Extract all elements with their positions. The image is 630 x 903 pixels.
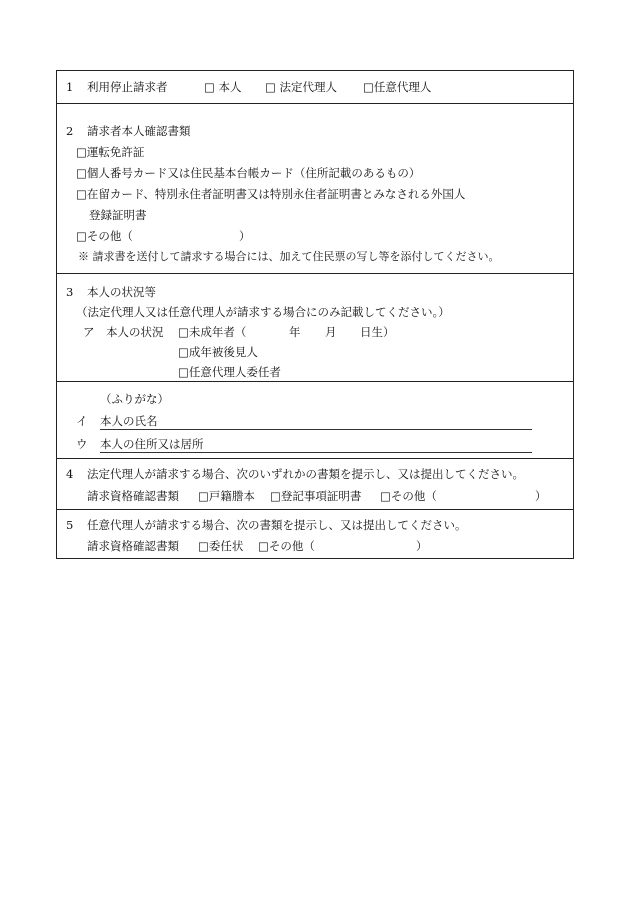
legal-rep-other-checkbox[interactable]: □その他（ bbox=[380, 489, 437, 503]
section-number: 5 bbox=[66, 518, 74, 532]
my-number-card-checkbox[interactable]: □個人番号カード又は住民基本台帳カード（住所記載のあるもの） bbox=[76, 166, 421, 180]
section-number: 2 bbox=[66, 124, 74, 138]
voluntary-agent-other-close: ） bbox=[416, 539, 428, 553]
section-number: 4 bbox=[66, 467, 74, 481]
residence-card-checkbox[interactable]: □在留カード、特別永住者証明書又は特別永住者証明書とみなされる外国人 bbox=[76, 187, 466, 201]
birth-year-label: 年 bbox=[289, 325, 301, 339]
section-legal-representative bbox=[57, 458, 573, 509]
section-number: 1 bbox=[66, 80, 74, 94]
section-id-documents bbox=[57, 103, 573, 273]
requester-label: 利用停止請求者 bbox=[87, 80, 168, 94]
legal-rep-instruction: 法定代理人が請求する場合、次のいずれかの書類を提示し、又は提出してください。 bbox=[87, 467, 524, 481]
power-of-attorney-checkbox[interactable]: □委任状 bbox=[198, 539, 244, 553]
voluntary-agent-docs-label: 請求資格確認書類 bbox=[87, 539, 179, 553]
voluntary-agent-other-checkbox[interactable]: □その他（ bbox=[258, 539, 315, 553]
option-legal-representative-checkbox[interactable]: □ 法定代理人 bbox=[265, 80, 338, 94]
birth-day-label: 日生） bbox=[360, 325, 395, 339]
person-status-label: ア 本人の状況 bbox=[83, 325, 164, 339]
residence-card-label-cont: 登録証明書 bbox=[89, 208, 147, 222]
section-name-address bbox=[57, 381, 573, 458]
voluntary-principal-checkbox[interactable]: □任意代理人委任者 bbox=[178, 365, 281, 379]
registry-certificate-checkbox[interactable]: □登記事項証明書 bbox=[270, 489, 362, 503]
section-number: 3 bbox=[66, 285, 74, 299]
legal-rep-docs-label: 請求資格確認書類 bbox=[87, 489, 179, 503]
section-person-status bbox=[57, 273, 573, 381]
birth-month-label: 月 bbox=[325, 325, 337, 339]
drivers-license-checkbox[interactable]: □運転免許証 bbox=[76, 145, 145, 159]
name-label: 本人の氏名 bbox=[100, 414, 158, 428]
option-self-checkbox[interactable]: □ 本人 bbox=[204, 80, 242, 94]
name-input-line[interactable] bbox=[100, 429, 532, 430]
adult-ward-checkbox[interactable]: □成年被後見人 bbox=[178, 345, 258, 359]
address-label: 本人の住所又は居所 bbox=[100, 437, 204, 451]
request-form bbox=[56, 70, 574, 559]
other-document-close: ） bbox=[239, 229, 251, 243]
minor-checkbox[interactable]: □未成年者（ bbox=[178, 325, 247, 339]
person-status-title: 本人の状況等 bbox=[87, 285, 156, 299]
other-document-checkbox[interactable]: □その他（ bbox=[76, 229, 133, 243]
family-register-checkbox[interactable]: □戸籍謄本 bbox=[198, 489, 255, 503]
section-voluntary-agent bbox=[57, 509, 573, 558]
address-mark: ウ bbox=[76, 437, 88, 451]
name-mark: イ bbox=[76, 414, 88, 428]
mail-note: ※ 請求書を送付して請求する場合には、加えて住民票の写し等を添付してください。 bbox=[78, 250, 500, 263]
furigana-label: （ふりがな） bbox=[100, 392, 169, 406]
legal-rep-other-close: ） bbox=[535, 489, 547, 503]
section-requester bbox=[57, 71, 573, 103]
voluntary-agent-instruction: 任意代理人が請求する場合、次の書類を提示し、又は提出してください。 bbox=[87, 518, 467, 532]
address-input-line[interactable] bbox=[100, 452, 532, 453]
id-documents-title: 請求者本人確認書類 bbox=[87, 124, 191, 138]
option-voluntary-agent-checkbox[interactable]: □任意代理人 bbox=[363, 80, 432, 94]
person-status-note: （法定代理人又は任意代理人が請求する場合にのみ記載してください。） bbox=[76, 305, 450, 319]
